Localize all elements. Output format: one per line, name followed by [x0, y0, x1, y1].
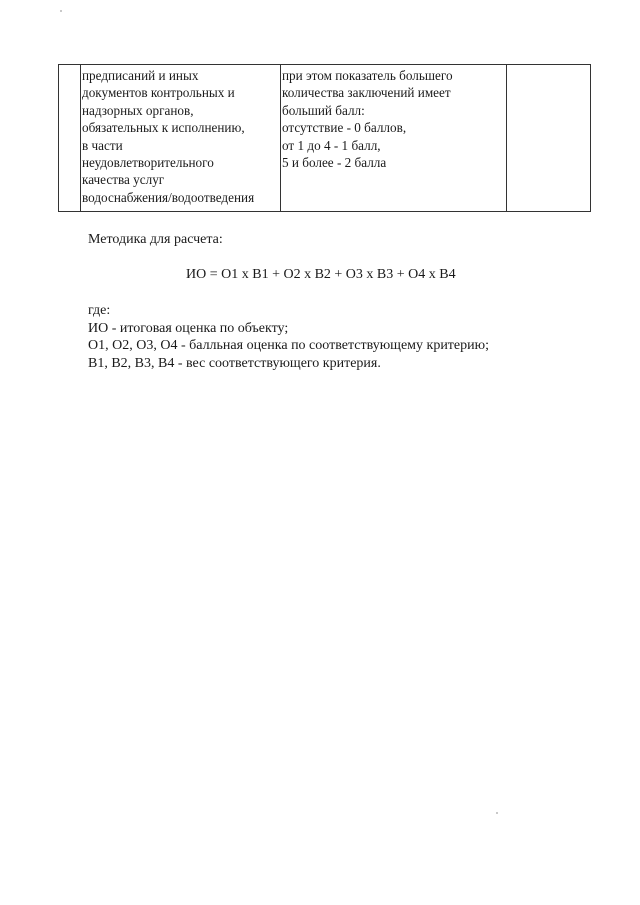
methodology-heading: Методика для расчета: [88, 232, 223, 247]
definition-line: О1, О2, О3, О4 - балльная оценка по соответствующему критерию; [88, 338, 489, 353]
cell-line: предписаний и иных [82, 68, 199, 83]
table-row [59, 65, 591, 212]
cell-line: обязательных к исполнению, [82, 120, 245, 136]
definition-line: В1, В2, В3, В4 - вес соответствующего критерия. [88, 355, 381, 371]
definitions-block [88, 302, 489, 372]
cell-line: неудовлетворительного [82, 155, 214, 171]
cell-line: в части [82, 137, 123, 153]
cell-line: количества заключений имеет [282, 85, 451, 101]
formula: ИО = О1 х В1 + О2 х В2 + О3 х В3 + О4 х В4 [186, 267, 456, 282]
cell-line: надзорных органов, [82, 102, 194, 118]
cell-line: от 1 до 4 - 1 балл, [282, 137, 381, 153]
scan-artifact [496, 812, 498, 814]
criteria-table [58, 64, 591, 212]
scoring-text [281, 65, 506, 171]
cell-line: при этом показатель большего [282, 68, 453, 83]
table-cell-scoring [281, 65, 507, 212]
scan-artifact [60, 10, 62, 12]
where-label: где: [88, 303, 111, 318]
criterion-text [81, 65, 280, 206]
cell-line: водоснабжения/водоотведения [82, 189, 255, 205]
cell-line: больший балл: [282, 102, 365, 118]
cell-line: документов контрольных и [82, 85, 235, 101]
cell-line: качества услуг [82, 172, 165, 188]
cell-line: 5 и более - 2 балла [282, 155, 387, 171]
table-cell-number [59, 65, 81, 212]
cell-line: отсутствие - 0 баллов, [282, 120, 407, 136]
table-cell-criterion [81, 65, 281, 212]
table-cell-empty [507, 65, 591, 212]
definition-line: ИО - итоговая оценка по объекту; [88, 320, 289, 336]
